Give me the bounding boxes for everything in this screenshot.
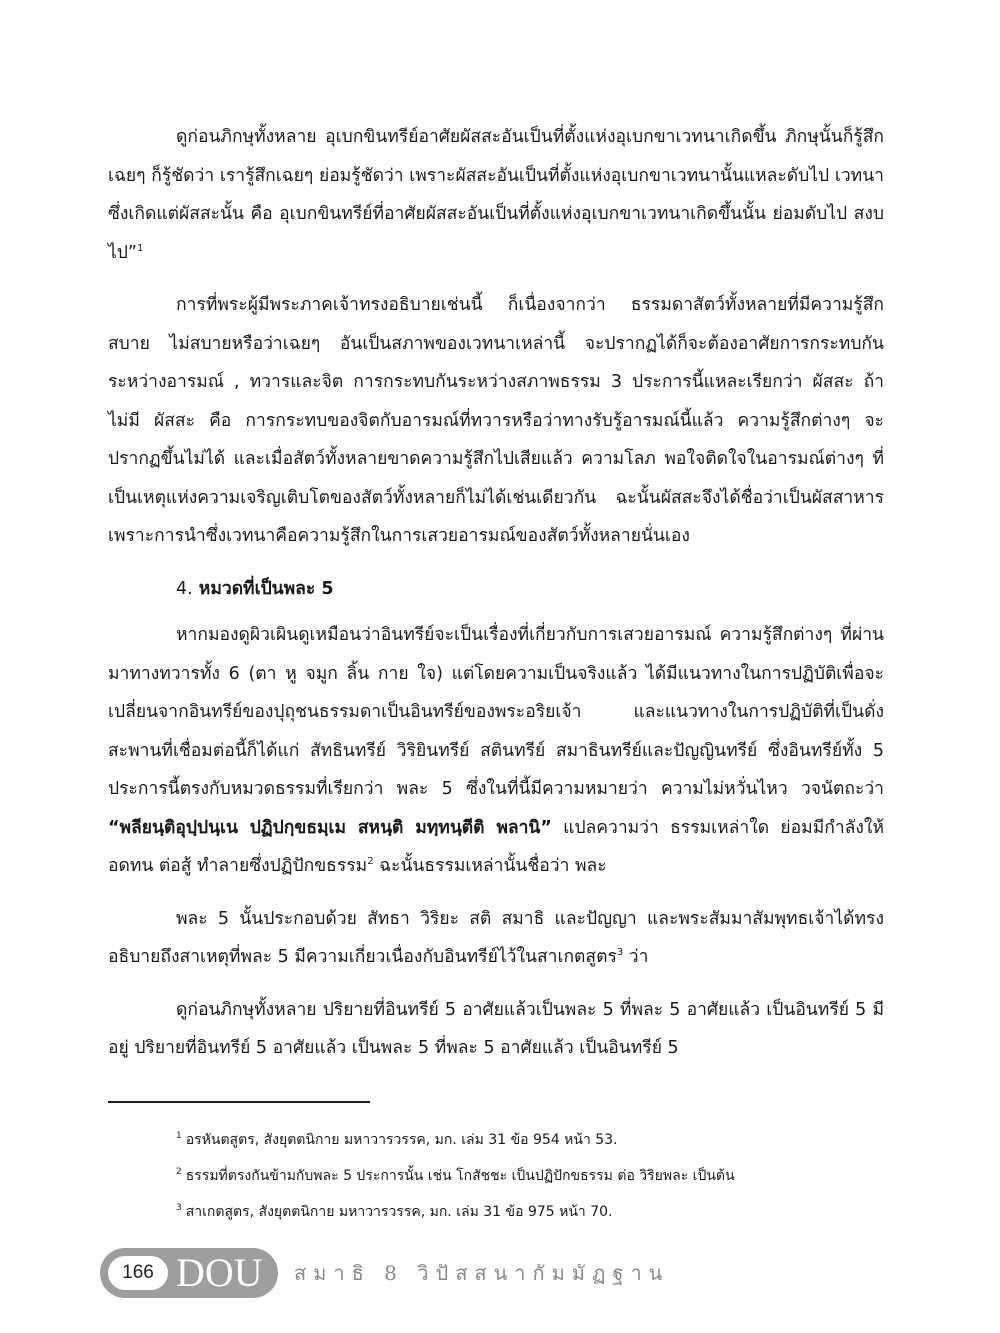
section-number: 4.	[176, 578, 193, 599]
paragraph-2: การที่พระผู้มีพระภาคเจ้าทรงอธิบายเช่นนี้ ก็เนื่องจากว่า ธรรมดาสัตว์ทั้งหลายที่มีความรู้สึกสบาย ไม่สบายหรือว่าเฉยๆ อันเป็นสภาพของเวทนาเหล่านี้ จะปรากฏได้ก็จะต้องอาศัยการกระทบกันระหว่างอารมณ์ , ทวารและจิต การกระทบกันระหว่างสภาพธรรม 3 ประการนี้แหละเรียกว่า ผัสสะ ถ้าไม่มี ผัสสะ คือ การกระทบของจิตกับอารมณ์ที่ทวารหรือว่าทางรับรู้อารมณ์นี้แล้ว ความรู้สึกต่างๆ จะปรากฏขึ้นไม่ได้ และเมื่อสัตว์ทั้งหลายขาดความรู้สึกไปเสียแล้ว ความโลภ พอใจติดใจในอารมณ์ต่างๆ ที่เป็นเหตุแห่งความเจริญเติบโตของสัตว์ทั้งหลายก็ไม่ได้เช่นเดียวกัน ฉะนั้นผัสสะจึงได้ชื่อว่าเป็นผัสสาหาร เพราะการนำซึ่งเวทนาคือความรู้สึกในการเสวยอารมณ์ของสัตว์ทั้งหลายนั่นเอง	[108, 295, 884, 546]
footnote-ref-1: 1	[136, 242, 144, 254]
footnote-marker: 1	[176, 1131, 182, 1142]
pali-quote: “พลียนฺติอุปฺปนฺเน ปฏิปกฺขธมฺเม สหนฺติ มทฺทนฺตีติ พลานิ”	[108, 817, 552, 838]
paragraph-4-text-a: พละ 5 นั้นประกอบด้วย สัทธา วิริยะ สติ สมาธิ และปัญญา และพระสัมมาสัมพุทธเจ้าได้ทรงอธิบายถึงสาเหตุที่พละ 5 มีความเกี่ยวเนื่องกับอินทรีย์ไว้ในสาเกตสูตร	[108, 908, 884, 967]
footnote-2	[176, 1158, 896, 1194]
paragraph-3-text-a: หากมองดูผิวเผินดูเหมือนว่าอินทรีย์จะเป็นเรื่องที่เกี่ยวกับการเสวยอารมณ์ ความรู้สึกต่างๆ ที่ผ่านมาทางทวารทั้ง 6 (ตา หู จมูก ลิ้น กาย ใจ) แต่โดยความเป็นจริงแล้ว ได้มีแนวทางในการปฏิบัติเพื่อจะเปลี่ยนจากอินทรีย์ของปุถุชนธรรมดาเป็นอินทรีย์ของพระอริยเจ้า และแนวทางในการปฏิบัติที่เป็นดั่งสะพานที่เชื่อมต่อนี้ก็ได้แก่ สัทธินทรีย์ วิริยินทรีย์ สตินทรีย์ สมาธินทรีย์และปัญญินทรีย์ ซึ่งอินทรีย์ทั้ง 5 ประการนี้ตรงกับหมวดธรรมที่เรียกว่า พละ 5 ซึ่งในที่นี้มีความหมายว่า ความไม่หวั่นไหว วจนัตถะว่า	[108, 625, 884, 799]
footnote-ref-3: 3	[616, 947, 624, 959]
section-title: หมวดที่เป็นพละ 5	[198, 578, 334, 599]
paragraph-4	[108, 900, 884, 977]
footnote-3	[176, 1194, 896, 1230]
footnote-text: อรหันตสูตร, สังยุตตนิกาย มหาวารวรรค, มก. เล่ม 31 ข้อ 954 หน้า 53.	[185, 1132, 618, 1148]
footnote-divider	[108, 1101, 370, 1103]
paragraph-3-text-c: ฉะนั้นธรรมเหล่านั้นชื่อว่า พละ	[373, 856, 607, 876]
book-title: สมาธิ 8 วิปัสสนากัมมัฏฐาน	[294, 1261, 670, 1285]
footnote-text: ธรรมที่ตรงกันข้ามกับพละ 5 ประการนั้น เช่น โกสัชชะ เป็นปฏิปักขธรรม ต่อ วิริยพละ เป็นต้น	[185, 1168, 735, 1184]
page-footer	[100, 1248, 669, 1298]
paragraph-4-text-b: ว่า	[623, 947, 649, 967]
brand-logo-text: DOU	[176, 1250, 263, 1295]
dou-badge	[100, 1248, 278, 1298]
footnote-marker: 3	[176, 1203, 182, 1214]
footnote-text: สาเกตสูตร, สังยุตตนิกาย มหาวารวรรค, มก. เล่ม 31 ข้อ 975 หน้า 70.	[185, 1204, 613, 1220]
paragraph-3	[108, 616, 884, 886]
paragraph-1-text: ดูก่อนภิกษุทั้งหลาย อุเบกขินทรีย์อาศัยผัสสะอันเป็นที่ตั้งแห่งอุเบกขาเวทนาเกิดขึ้น ภิกษุนั้นก็รู้สึกเฉยๆ ก็รู้ชัดว่า เรารู้สึกเฉยๆ ย่อมรู้ชัดว่า เพราะผัสสะอันเป็นที่ตั้งแห่งอุเบกขาเวทนานั้นแหละดับไป เวทนาซึ่งเกิดแต่ผัสสะนั้น คือ อุเบกขินทรีย์ที่อาศัยผัสสะอันเป็นที่ตั้งแห่งอุเบกขาเวทนาเกิดขึ้นนั้น ย่อมดับไป สงบไป”	[108, 127, 884, 263]
footnote-marker: 2	[176, 1167, 182, 1178]
paragraph-1	[108, 118, 884, 272]
footnote-1	[176, 1122, 896, 1158]
page-number: 166	[108, 1256, 168, 1290]
paragraph-3-text-b: แปลความว่า ธรรมเหล่าใด ย่อมมีกำลังให้อดทน ต่อสู้ ทำลายซึ่งปฏิปักขธรรม	[108, 817, 885, 876]
paragraph-5: ดูก่อนภิกษุทั้งหลาย ปริยายที่อินทรีย์ 5 อาศัยแล้วเป็นพละ 5 ที่พละ 5 อาศัยแล้ว เป็นอินทรีย์ 5 มีอยู่ ปริยายที่อินทรีย์ 5 อาศัยแล้ว เป็นพละ 5 ที่พละ 5 อาศัยแล้ว เป็นอินทรีย์ 5	[108, 999, 884, 1058]
page-body	[108, 118, 884, 1068]
section-heading	[108, 570, 884, 609]
footnote-ref-2: 2	[367, 856, 374, 868]
footnotes	[176, 1122, 896, 1230]
